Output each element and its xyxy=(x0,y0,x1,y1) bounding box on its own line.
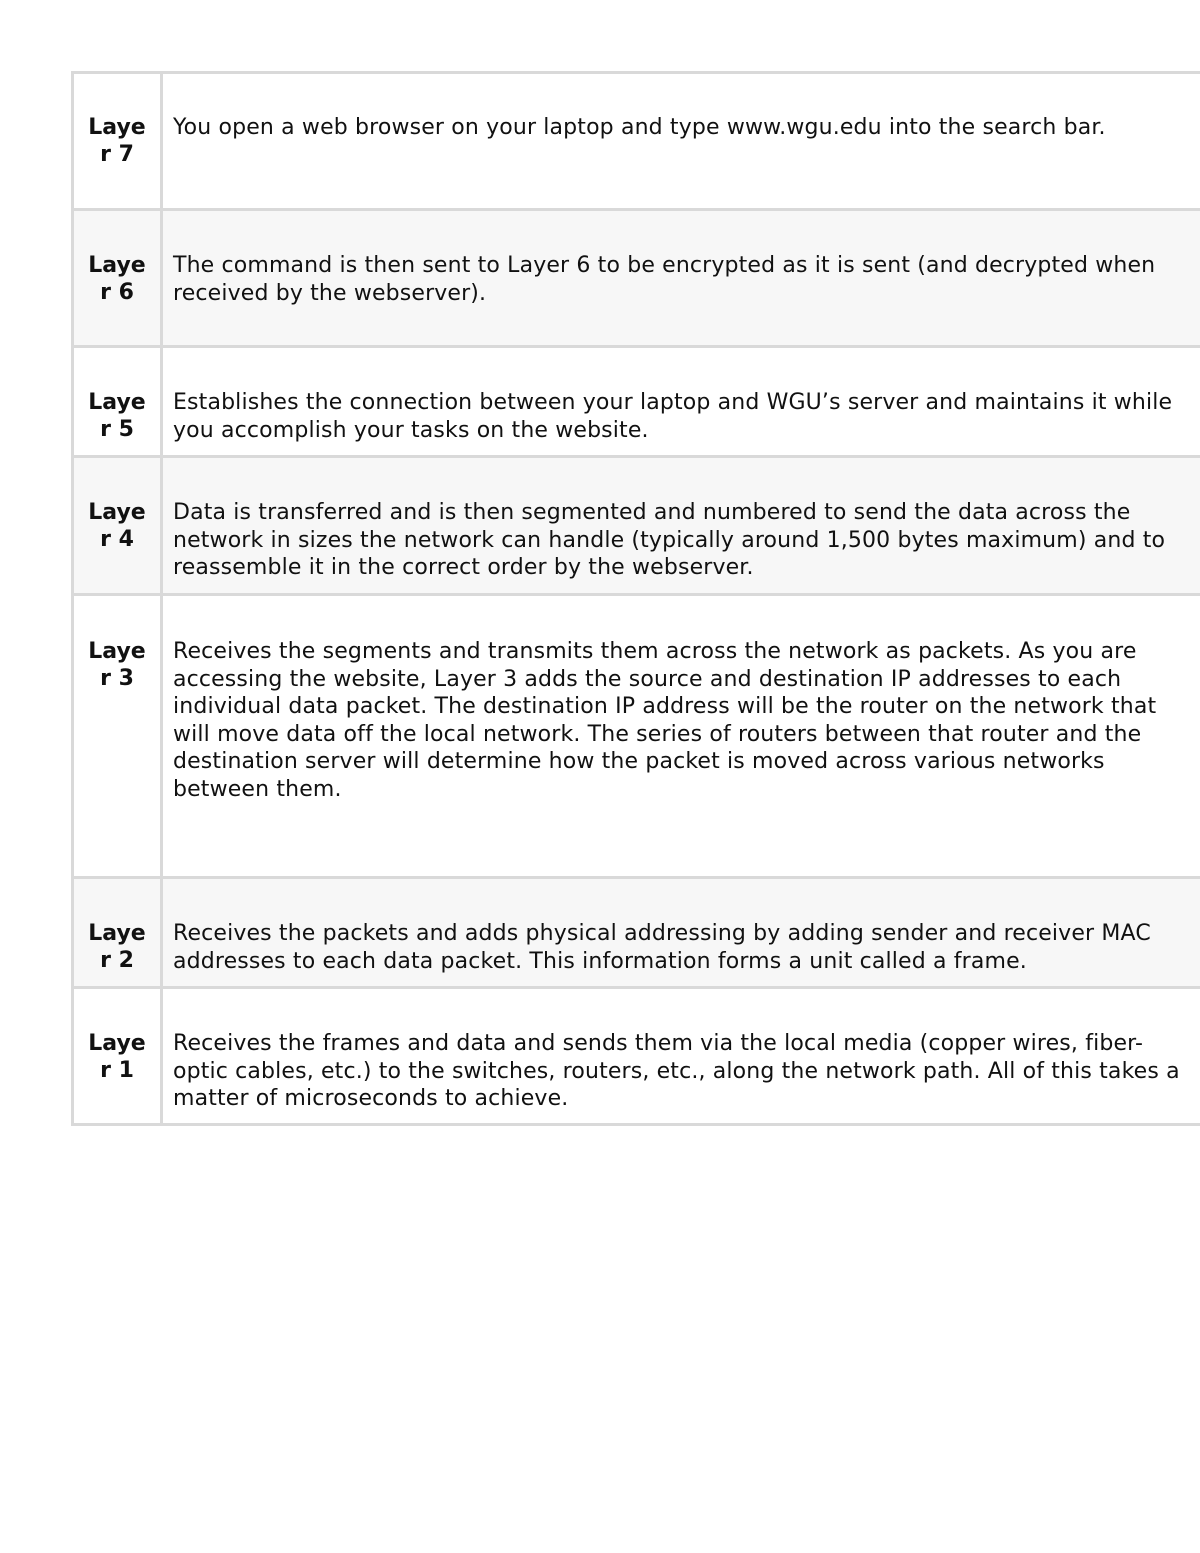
layer-description-cell xyxy=(162,457,1200,595)
layer-description: Establishes the connection between your laptop and WGU’s server and maintains it while you accomplish your tasks on the website. xyxy=(173,390,1173,443)
layer-label: Layer 4 xyxy=(88,500,146,552)
layer-name-cell xyxy=(73,595,162,878)
layer-description-cell xyxy=(162,878,1200,988)
osi-layers-table xyxy=(71,71,1200,1126)
table-row-layer-6 xyxy=(73,210,1200,347)
table-row-layer-7 xyxy=(73,73,1200,210)
layer-name-cell xyxy=(73,73,162,210)
layer-description: Receives the packets and adds physical addressing by adding sender and receiver MAC addresses to each data packet. This information forms a unit called a frame. xyxy=(173,921,1151,974)
layer-label: Layer 7 xyxy=(88,115,146,167)
layer-description-cell xyxy=(162,988,1200,1125)
table-row-layer-3 xyxy=(73,595,1200,878)
layer-description: Data is transferred and is then segmented and numbered to send the data across the network in sizes the network can handle (typically around 1,500 bytes maximum) and to reassemble it in the correct order by the webserver. xyxy=(173,500,1166,580)
layer-label: Layer 3 xyxy=(88,639,146,691)
layer-description-cell xyxy=(162,595,1200,878)
layer-label: Layer 2 xyxy=(88,921,146,973)
layer-label: Layer 1 xyxy=(88,1031,146,1083)
layer-description-cell xyxy=(162,347,1200,457)
layer-name-cell xyxy=(73,457,162,595)
layer-description-cell xyxy=(162,210,1200,347)
layer-label: Layer 6 xyxy=(88,253,146,305)
layer-name-cell xyxy=(73,988,162,1125)
layer-description: You open a web browser on your laptop and type www.wgu.edu into the search bar. xyxy=(173,115,1106,140)
layer-description: Receives the segments and transmits them across the network as packets. As you are accessing the website, Layer 3 adds the source and destination IP addresses to each individual data packet. The destination IP address will be the router on the network that will move data off the local network. The series of routers between that router and the destination server will determine how the packet is moved across various networks between them. xyxy=(173,639,1157,802)
layer-description: Receives the frames and data and sends them via the local media (copper wires, fiber-optic cables, etc.) to the switches, routers, etc., along the network path. All of this takes a matter of microseconds to achieve. xyxy=(173,1031,1180,1111)
layer-description: The command is then sent to Layer 6 to be encrypted as it is sent (and decrypted when received by the webserver). xyxy=(173,253,1156,306)
layer-name-cell xyxy=(73,210,162,347)
table-row-layer-2 xyxy=(73,878,1200,988)
table-row-layer-1 xyxy=(73,988,1200,1125)
layer-name-cell xyxy=(73,347,162,457)
layer-name-cell xyxy=(73,878,162,988)
table-row-layer-4 xyxy=(73,457,1200,595)
layer-label: Layer 5 xyxy=(88,390,146,442)
layer-description-cell xyxy=(162,73,1200,210)
table-row-layer-5 xyxy=(73,347,1200,457)
